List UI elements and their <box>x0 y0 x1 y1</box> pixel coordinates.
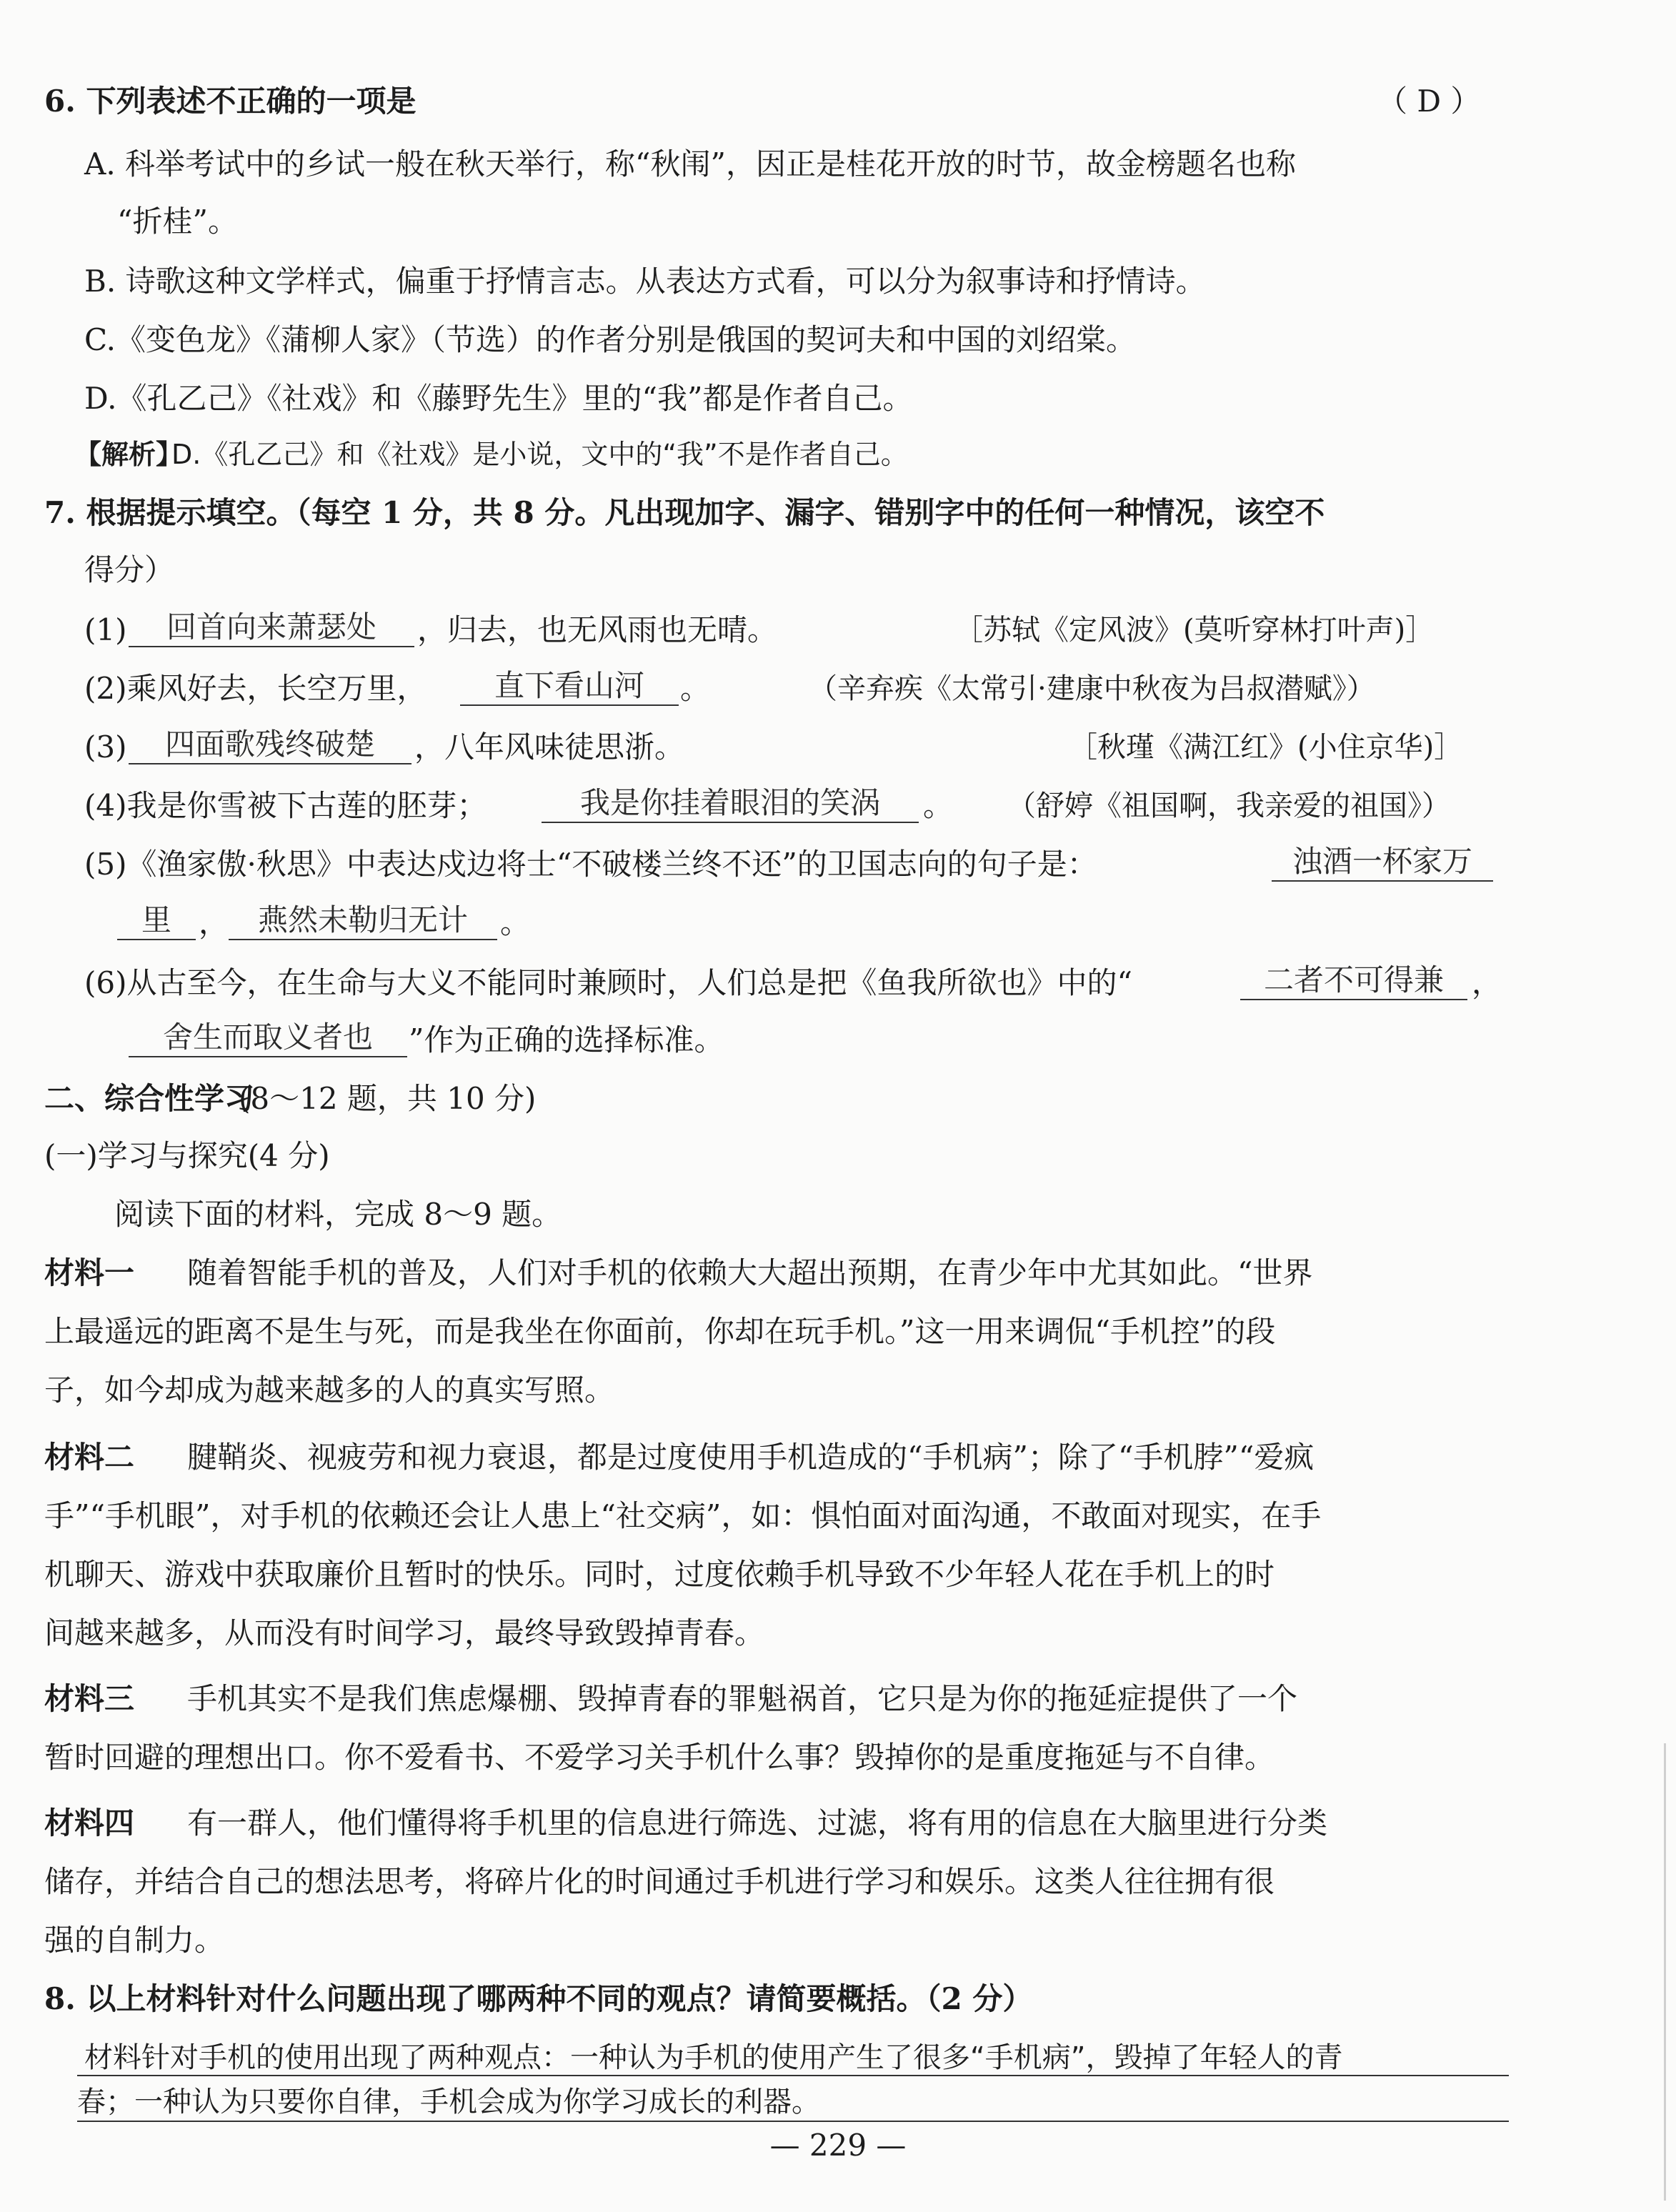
scan-edge <box>1664 1743 1666 2201</box>
item-text-end: ”作为正确的选择标准。 <box>409 1022 724 1057</box>
q6-option-a: A. 科举考试中的乡试一般在秋天举行，称“秋闱”，因正是桂花开放的时节，故金榜题名也称 <box>84 146 1296 181</box>
material-text: 间越来越多，从而没有时间学习，最终导致毁掉青春。 <box>44 1615 765 1650</box>
item-text: (6)从古至今，在生命与大义不能同时兼顾时，人们总是把《鱼我所欲也》中的“ <box>84 965 1132 1000</box>
q6-option-b-text: B. 诗歌这种文学样式，偏重于抒情言志。从表达方式看，可以分为叙事诗和抒情诗。 <box>84 264 1206 299</box>
fill-blank-answer: 回首向来萧瑟处 <box>129 609 414 647</box>
item-source: （舒婷《祖国啊，我亲爱的祖国》） <box>1007 789 1450 822</box>
item-text-end: 。 <box>923 788 954 823</box>
item-separator: ， <box>1472 965 1502 1000</box>
fill-blank-answer-cont: 里 <box>117 902 196 940</box>
item-text-end: 。 <box>500 905 531 940</box>
item-text: (5)《渔家傲·秋思》中表达戍边将士“不破楼兰终不还”的卫国志向的句子是： <box>84 847 1097 882</box>
item-number: (3) <box>84 729 127 764</box>
fill-blank-answer: 四面歌残终破楚 <box>129 726 411 764</box>
item-text: ，归去，也无风雨也无晴。 <box>417 612 778 647</box>
q6-answer-bracket: （ D ） <box>1377 84 1481 119</box>
fill-blank-answer: 燕然未勒归无计 <box>229 902 497 940</box>
page-number: — 229 — <box>769 2128 907 2163</box>
item-separator: ， <box>199 905 229 940</box>
subsection-title: (一)学习与探究(4 分) <box>44 1138 330 1173</box>
fill-blank-answer: 舍生而取义者也 <box>129 1019 407 1057</box>
fill-blank-answer: 浊酒一杯家万 <box>1272 843 1493 882</box>
material-text: 随着智能手机的普及，人们对手机的依赖大大超出预期，在青少年中尤其如此。“世界 <box>187 1255 1313 1290</box>
q8-answer-cont: 春；一种认为只要你自律，手机会成为你学习成长的利器。 <box>77 2086 820 2118</box>
q7-stem: 7. 根据提示填空。（每空 1 分，共 8 分。凡出现加字、漏字、错别字中的任何一种情况，该空不 <box>44 495 1325 530</box>
item-source: ［秋瑾《满江红》(小住京华)］ <box>1069 731 1463 764</box>
item-text-end: 。 <box>680 671 711 706</box>
q6-option-a-cont: “折桂”。 <box>117 204 238 239</box>
material-text: 机聊天、游戏中获取廉价且暂时的快乐。同时，过度依赖手机导致不少年轻人花在手机上的时 <box>44 1557 1275 1592</box>
section-title-tail: (8～12 题，共 10 分) <box>239 1081 537 1116</box>
material-text: 暂时回避的理想出口。你不爱看书、不爱学习关手机什么事？毁掉你的是重度拖延与不自律。 <box>44 1740 1275 1775</box>
material-label: 材料四 <box>44 1805 135 1840</box>
answer-rule-1 <box>77 2075 1509 2076</box>
q8-stem: 8. 以上材料针对什么问题出现了哪两种不同的观点？请简要概括。（2 分） <box>44 1981 1033 2016</box>
material-label: 材料三 <box>44 1681 135 1716</box>
item-text: ，八年风味徒思浙。 <box>414 729 685 764</box>
item-source: （辛弃疾《太常引·建康中秋夜为吕叔潜赋》） <box>809 672 1375 705</box>
material-text: 强的自制力。 <box>44 1923 225 1958</box>
item-number: (1) <box>84 612 127 647</box>
material-text: 手”“手机眼”，对手机的依赖还会让人患上“社交病”，如：惧怕面对面沟通，不敢面对现实，在手 <box>44 1498 1322 1533</box>
material-text: 手机其实不是我们焦虑爆棚、毁掉青春的罪魁祸首，它只是为你的拖延症提供了一个 <box>187 1681 1298 1716</box>
q6-stem: 6. 下列表述不正确的一项是 <box>44 84 416 119</box>
fill-blank-answer: 我是你挂着眼泪的笑涡 <box>542 784 919 823</box>
material-label: 材料一 <box>44 1255 135 1290</box>
q7-stem-cont: 得分） <box>84 552 175 587</box>
q6-option-d-text: D.《孔乙己》《社戏》和《藤野先生》里的“我”都是作者自己。 <box>84 381 913 416</box>
material-label: 材料二 <box>44 1440 135 1475</box>
material-text: 储存，并结合自己的想法思考，将碎片化的时间通过手机进行学习和娱乐。这类人往往拥有很 <box>44 1864 1275 1899</box>
fill-blank-answer: 二者不可得兼 <box>1240 962 1467 1000</box>
material-text: 上最遥远的距离不是生与死，而是我坐在你面前，你却在玩手机。”这一用来调侃“手机控”的段 <box>44 1314 1276 1349</box>
fill-blank-answer: 直下看山河 <box>460 667 679 706</box>
answer-rule-2 <box>77 2121 1509 2122</box>
material-text: 有一群人，他们懂得将手机里的信息进行筛选、过滤，将有用的信息在大脑里进行分类 <box>187 1805 1328 1840</box>
analysis-text: D.《孔乙己》和《社戏》是小说，文中的“我”不是作者自己。 <box>171 439 908 470</box>
analysis-label: 【解析】 <box>74 439 184 470</box>
material-text: 子，如今却成为越来越多的人的真实写照。 <box>44 1372 615 1408</box>
material-text: 腱鞘炎、视疲劳和视力衰退，都是过度使用手机造成的“手机病”；除了“手机脖”“爱疯 <box>187 1440 1315 1475</box>
item-source: ［苏轼《定风波》(莫听穿林打叶声)］ <box>954 614 1435 647</box>
section-title: 二、综合性学习 <box>44 1081 255 1116</box>
q8-answer: 材料针对手机的使用出现了两种观点：一种认为手机的使用产生了很多“手机病”，毁掉了年轻人的青 <box>84 2041 1343 2074</box>
q6-option-c-text: C.《变色龙》《蒲柳人家》（节选）的作者分别是俄国的契诃夫和中国的刘绍棠。 <box>84 322 1136 357</box>
instruction-text: 阅读下面的材料，完成 8～9 题。 <box>114 1197 562 1232</box>
item-text: (4)我是你雪被下古莲的胚芽； <box>84 788 487 823</box>
item-text: (2)乘风好去，长空万里， <box>84 671 427 706</box>
